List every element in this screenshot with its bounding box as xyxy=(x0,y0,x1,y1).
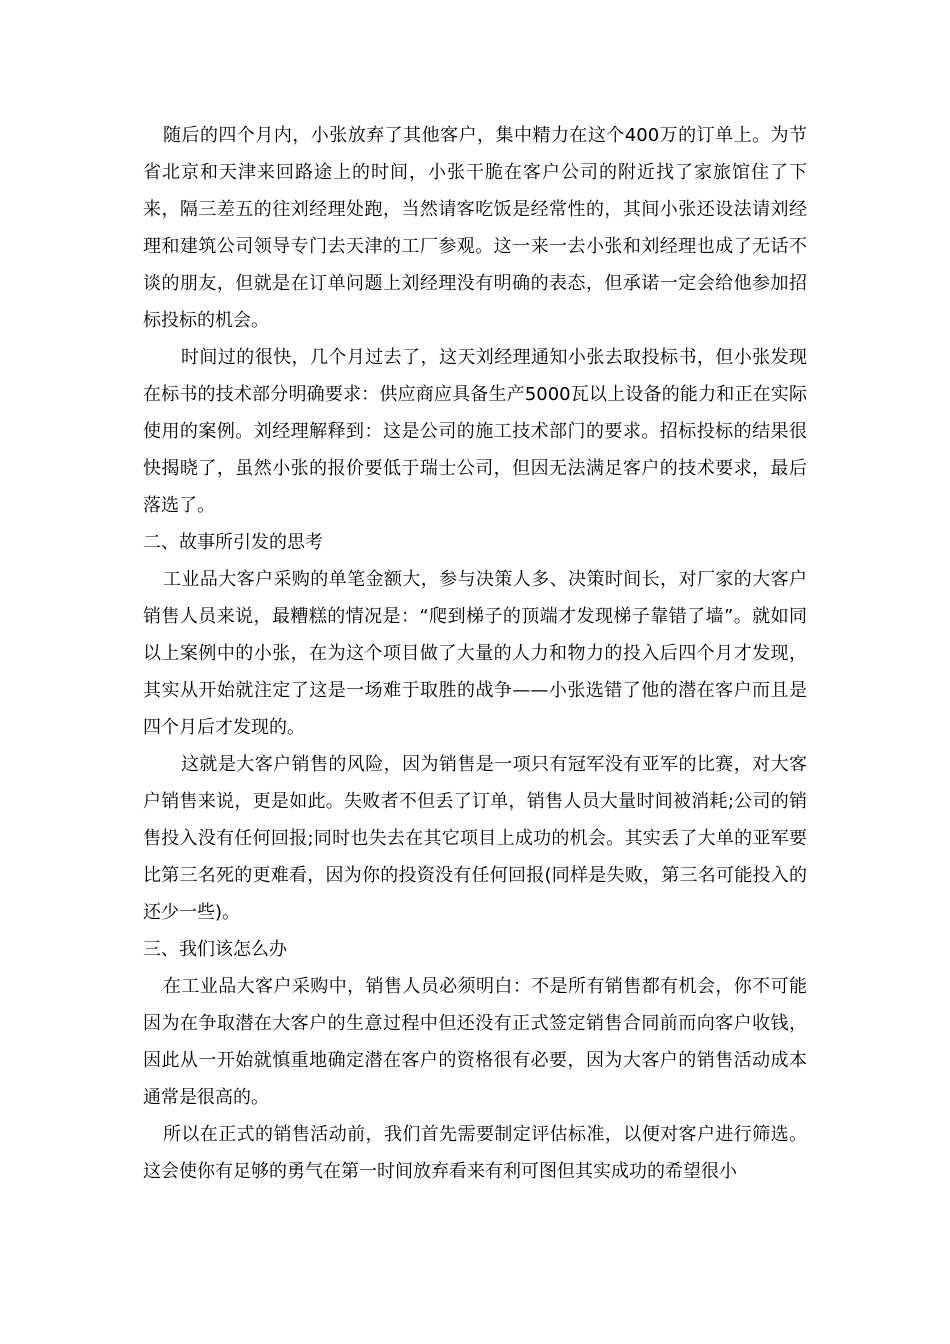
paragraph-bidding-effort: 随后的四个月内，小张放弃了其他客户，集中精力在这个400万的订单上。为节省北京和天津来回路途上的时间，小张干脆在客户公司的附近找了家旅馆住了下来，隔三差五的往刘经理处跑，当然请客吃饭是经常性的，其间小张还设法请刘经理和建筑公司领导专门去天津的工厂参观。这一来一去小张和刘经理也成了无话不谈的朋友，但就是在订单问题上刘经理没有明确的表态，但承诺一定会给他参加招标投标的机会。 xyxy=(143,125,807,331)
paragraph-sales-risk: 这就是大客户销售的风险，因为销售是一项只有冠军没有亚军的比赛，对大客户销售来说，更是如此。失败者不但丢了订单，销售人员大量时间被消耗;公司的销售投入没有任何回报;同时也失去在其它项目上成功的机会。其实丢了大单的亚军要比第三名死的更难看，因为你的投资没有任何回报(同样是失败，第三名可能投入的还少一些)。 xyxy=(143,754,807,923)
document-body xyxy=(143,117,807,1190)
paragraph-evaluation-criteria: 所以在正式的销售活动前，我们首先需要制定评估标准，以便对客户进行筛选。这会使你有足够的勇气在第一时间放弃看来有利可图但其实成功的希望很小 xyxy=(143,1124,807,1182)
paragraph-ladder-wall: 工业品大客户采购的单笔金额大，参与决策人多、决策时间长，对厂家的大客户销售人员来说，最糟糕的情况是：“爬到梯子的顶端才发现梯子靠错了墙”。就如同以上案例中的小张，在为这个项目做了大量的人力和物力的投入后四个月才发现，其实从开始就注定了这是一场难于取胜的战争——小张选错了他的潜在客户而且是四个月后才发现的。 xyxy=(143,569,807,738)
paragraph-bid-result: 时间过的很快，几个月过去了，这天刘经理通知小张去取投标书，但小张发现在标书的技术部分明确要求：供应商应具备生产5000瓦以上设备的能力和正在实际使用的案例。刘经理解释到：这是公司的施工技术部门的要求。招标投标的结果很快揭晓了，虽然小张的报价要低于瑞士公司，但因无法满足客户的技术要求，最后落选了。 xyxy=(143,347,807,516)
section-heading-what-to-do: 三、我们该怎么办 xyxy=(143,939,287,960)
paragraph-qualify-customers: 在工业品大客户采购中，销售人员必须明白：不是所有销售都有机会，你不可能因为在争取潜在大客户的生意过程中但还没有正式签定销售合同前而向客户收钱，因此从一开始就慎重地确定潜在客户的资格很有必要，因为大客户的销售活动成本通常是很高的。 xyxy=(143,976,807,1108)
section-heading-reflection: 二、故事所引发的思考 xyxy=(143,532,323,553)
